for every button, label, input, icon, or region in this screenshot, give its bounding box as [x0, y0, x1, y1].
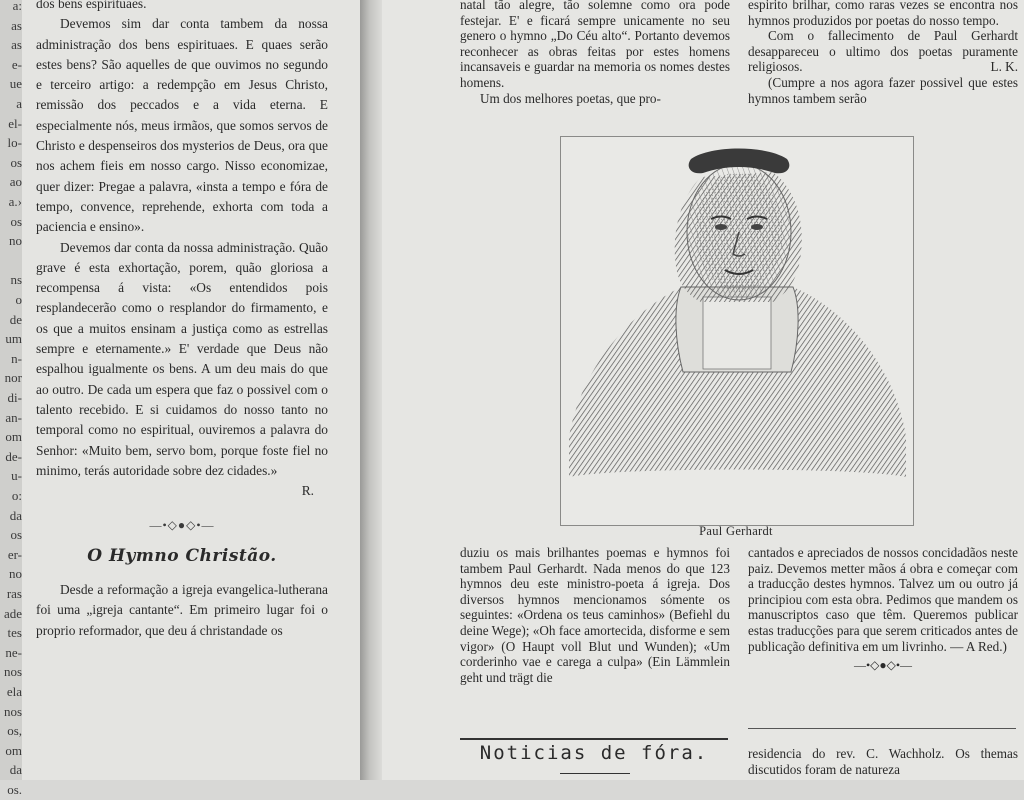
column-text: duziu os mais brilhantes poemas e hymnos foi tambem Paul Gerhardt. Nada menos do que 123 hymnos deu este ministro-poeta á igreja. Dos diversos hymnos mencionamos sómente os seguintes: «Ordena os teus caminhos» (Befiehl du deine Wege); «Oh face amortecida, disforme e sem vigor» (O Haupt voll Blut und Wunden); «Um corderinho vae e carega a culpa» (Ein Lämmlein geht und trägt die	[460, 545, 730, 685]
left-page-body	[36, 0, 328, 641]
signature: L. K.	[990, 59, 1018, 75]
cut-off-fragment: ela	[6, 684, 22, 699]
book-gutter	[360, 0, 382, 780]
portrait-caption: Paul Gerhardt	[699, 524, 773, 538]
cut-off-fragment: a	[16, 96, 22, 111]
cut-off-fragment: o	[15, 292, 22, 307]
left-page	[22, 0, 367, 780]
column-text: (Cumpre a nos agora fazer possivel que estes hymnos tambem serão	[748, 74, 1018, 106]
cut-off-fragment: no	[9, 233, 22, 249]
cut-off-fragment: nos	[3, 703, 22, 719]
cut-off-fragment: ue	[9, 76, 22, 92]
cut-off-fragment: om	[5, 429, 22, 445]
ornament-divider: —•◇●◇•—	[853, 658, 913, 673]
column-text: residencia do rev. C. Wachholz. Os themas discutidos foram de natureza	[748, 746, 1018, 777]
cut-off-fragment: os	[10, 154, 22, 170]
cut-off-fragment: ade	[3, 605, 22, 621]
column-text: Com o fallecimento de Paul Gerhardt desappareceu o ultimo dos poetas puramente religiosos.	[748, 28, 1018, 75]
cut-off-fragment: um	[5, 331, 22, 347]
cut-off-fragment: a.›	[8, 194, 22, 209]
portrait-engraving	[561, 137, 913, 525]
cut-off-fragment: e-	[11, 56, 22, 72]
section-text: Desde a reformação a igreja evangelica-lutherana foi uma „igreja cantante“. Em primeiro lugar foi o proprio reformador, que deu á christandade os	[36, 582, 328, 638]
cut-off-fragment: om	[5, 742, 22, 758]
paragraph: Devemos dar conta da nossa administração. Quão grave é esta exhortação, porem, quão gloriosa a recompensa á vista: «Os entendidos pois resplandecerão como o resplandor do firmamento, e os que a muitos ensinam a justiça como as estrellas sempre e eternamente.» E' verdade que Deus não espalhou igualmente os bens. A um deu mais do que ao outro. De cada um espera que faz o possivel com o talento recebido. E si cuidamos do nosso tanto no temporal como no espiritual, ouviremos a palavra do Senhor: «Muito bem, servo bom, porque foste fiel no minimo, terás autoridade sobre dez cidades.»	[36, 239, 328, 478]
cut-off-fragment: nor	[4, 370, 22, 386]
cut-off-fragment: el-	[8, 115, 22, 131]
cut-off-fragment: di-	[7, 390, 22, 405]
section-rule	[460, 738, 728, 740]
top-column-left	[460, 0, 730, 106]
cut-off-fragment: ns	[10, 272, 22, 288]
left-page-edge	[0, 0, 22, 797]
section-rule	[560, 773, 630, 774]
bottom-column-right	[748, 545, 1018, 674]
cut-off-fragment: nos	[3, 664, 22, 680]
cut-off-fragment: de-	[5, 448, 22, 464]
section-title: O Hymno Christão.	[87, 545, 277, 566]
cut-off-fragment: os.	[7, 782, 22, 797]
cut-off-fragment: da	[9, 762, 22, 778]
signature: R.	[301, 483, 314, 499]
cut-off-fragment: de	[9, 311, 22, 327]
cut-off-fragment: os	[10, 213, 22, 229]
top-line: dos bens espirituaes.	[36, 0, 147, 11]
cut-off-fragment: no	[9, 566, 22, 582]
cut-off-fragment: da	[9, 507, 22, 523]
column-text: natal tão alegre, tão solemne como ora pode festejar. E' e ficará sempre unicamente no seu genero o hymno „Do Céu alto“. Portanto devemos reconhecer as obras feitas por estes homens incansaveis e guardar na memoria os nomes destes homens.	[460, 0, 730, 90]
cut-off-fragment: ne-	[5, 644, 22, 660]
ornament-divider: —•◇●◇•—	[149, 518, 215, 533]
section-heading: Noticias de fóra.	[479, 742, 709, 764]
column-text: espirito brilhar, como raras vezes se encontra nos hymnos produzidos por poetas do nosso tempo.	[748, 0, 1018, 28]
cut-off-fragment: os,	[7, 723, 22, 739]
cut-off-fragment: o:	[11, 488, 22, 503]
column-text: Um dos melhores poetas, que pro-	[480, 90, 661, 106]
cut-off-fragment: n-	[11, 350, 22, 366]
cut-off-fragment: an-	[5, 409, 22, 425]
cut-off-fragment: os	[10, 527, 22, 543]
cut-off-fragment: ao	[9, 174, 22, 190]
top-column-right	[748, 0, 1018, 106]
column-rule	[748, 728, 1016, 729]
cut-off-fragment: tes	[7, 625, 22, 641]
cut-off-fragment: lo-	[7, 135, 22, 151]
portrait-image	[560, 136, 914, 526]
cut-off-fragment: a:	[12, 0, 22, 13]
paragraph: Devemos sim dar conta tambem da nossa administração dos bens espirituaes. E quaes serão estes bens? São aquelles de que ouvimos no segundo e terceiro artigo: a redempção em Jesus Christo, remissão dos peccados e a vida eterna. E especialmente nós, meus irmãos, que somos servos de Christo e despenseiros dos mysterios de Deus, ora que nos achem fieis em nosso cargo. Nisso economizae, quer dizer: Pregae a palavra, «insta a tempo e fóra de tempo, convence, reprehende, exhorta com toda a paciencia e ensino».	[36, 16, 328, 235]
cut-off-fragment: er-	[7, 546, 22, 562]
cut-off-fragment: ras	[6, 586, 22, 601]
bottom-column-left	[460, 545, 730, 685]
bottom-column-right-next	[748, 746, 1018, 777]
cut-off-fragment: as	[11, 37, 22, 53]
cut-off-fragment: as	[11, 17, 22, 33]
column-text: cantados e apreciados de nossos concidadãos neste paiz. Devemos metter mãos á obra e começar com a traducção destes hymnos. Talvez um ou outro já principiou com esta obra. Pedimos que mandem os manuscriptos caso que têm. Queremos publicar estas traducções para que serem criticados antes de publicação definitiva em um livrinho. — A Red.)	[748, 545, 1018, 654]
cut-off-fragment: u-	[11, 468, 22, 484]
